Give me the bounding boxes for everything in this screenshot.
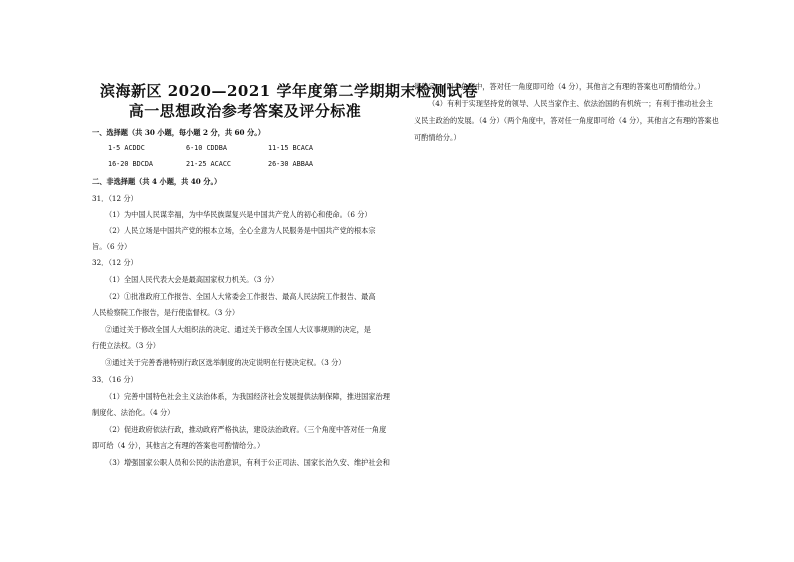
answer-6-10: 6-10 CDDBA (186, 144, 227, 152)
q31-header: 31．（12 分） (92, 194, 138, 203)
q32-answer-2c: ②通过关于修改全国人大组织法的决定、通过关于修改全国人大议事规则的决定，是 (105, 325, 371, 334)
q31-answer-2b: 旨。（6 分） (92, 242, 132, 251)
q32-answer-2e: ③通过关于完善香港特别行政区选举制度的决定说明在行使决定权。（3 分） (105, 358, 346, 367)
exam-subtitle: 高一思想政治参考答案及评分标准 (128, 102, 362, 120)
answer-21-25: 21-25 ACACC (186, 160, 232, 168)
q31-answer-2a: （2）人民立场是中国共产党的根本立场，全心全意为人民服务是中国共产党的根本宗 (105, 226, 376, 235)
q33-answer-1a: （1）完善中国特色社会主义法治体系，为我国经济社会发展提供法制保障，推进国家治理 (105, 392, 390, 401)
answer-16-20: 16-20 BDCDA (108, 160, 154, 168)
answer-26-30: 26-30 ABBAA (268, 160, 314, 168)
q32-answer-2d: 行使立法权。（3 分） (92, 341, 160, 350)
q33-answer-3a: （3）增强国家公职人员和公民的法治意识，有利于公正司法、国家长治久安、维护社会和 (105, 458, 390, 467)
answer-1-5: 1-5 ACDDC (108, 144, 145, 152)
exam-title: 滨海新区 2020—2021 学年度第二学期期末检测试卷 (100, 82, 478, 100)
q33-answer-4a: （4）有利于实现坚持党的领导、人民当家作主、依法治国的有机统一；有利于推动社会主 (428, 99, 713, 108)
q32-header: 32．（12 分） (92, 258, 138, 267)
section1-heading: 一、选择题（共 30 小题，每小题 2 分，共 60 分。） (92, 128, 265, 137)
q33-answer-1b: 制度化、法治化。（4 分） (92, 408, 175, 417)
q33-answer-3b: 谐稳定。（四个角度中，答对任一角度即可给（4 分），其他言之有理的答案也可酌情给分。） (414, 82, 705, 91)
q33-header: 33．（16 分） (92, 375, 138, 384)
answer-11-15: 11-15 BCACA (268, 144, 314, 152)
q33-answer-4b: 义民主政治的发展。（4 分）（两个角度中，答对任一角度即可给（4 分），其他言之有理的答案也 (414, 116, 719, 125)
q32-answer-2b: 人民检察院工作报告，是行使监督权。（3 分） (92, 308, 240, 317)
q32-answer-2a: （2）①批准政府工作报告、全国人大常委会工作报告、最高人民法院工作报告、最高 (105, 292, 376, 301)
q33-answer-4c: 可酌情给分。） (414, 133, 461, 142)
q33-answer-2b: 即可给（4 分），其他言之有理的答案也可酌情给分。） (92, 441, 265, 450)
q31-answer-1: （1）为中国人民谋幸福，为中华民族谋复兴是中国共产党人的初心和使命。（6 分） (105, 210, 372, 219)
section2-heading: 二、非选择题（共 4 小题，共 40 分。） (92, 177, 222, 186)
q33-answer-2a: （2）促进政府依法行政，推动政府严格执法，建设法治政府。（三个角度中答对任一角度 (105, 425, 387, 434)
q32-answer-1: （1）全国人民代表大会是最高国家权力机关。（3 分） (105, 275, 279, 284)
